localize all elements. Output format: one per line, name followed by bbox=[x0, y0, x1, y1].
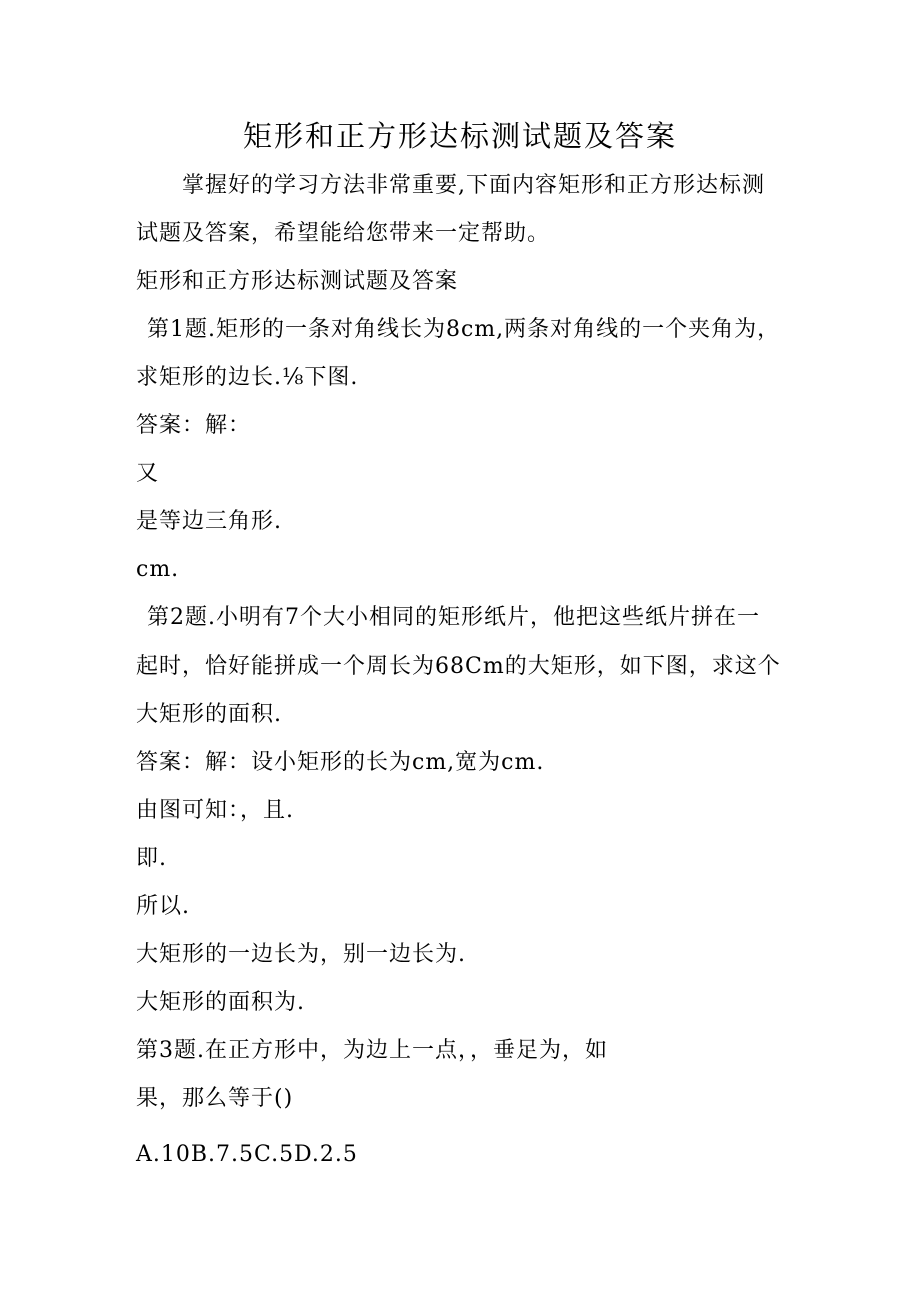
intro-line-1: 掌握好的学习方法非常重要,下面内容矩形和正方形达标测 bbox=[182, 173, 765, 198]
answer-2-line-6: 大矩形的面积为. bbox=[136, 990, 305, 1015]
answer-1-line-2: 是等边三角形. bbox=[136, 509, 282, 534]
answer-2-line-5: 大矩形的一边长为，别一边长为. bbox=[136, 942, 466, 967]
question-1-line-1: 第1题.矩形的一条对角线长为8cm,两条对角线的一个夹角为， bbox=[147, 317, 781, 342]
answer-1-line-1: 又 bbox=[136, 461, 160, 486]
question-3-options: A.10B.7.5C.5D.2.5 bbox=[136, 1142, 358, 1167]
answer-1-label: 答案：解： bbox=[136, 413, 252, 438]
question-1-line-2: 求矩形的边长.⅛下图. bbox=[136, 365, 359, 390]
section-heading: 矩形和正方形达标测试题及答案 bbox=[136, 269, 459, 294]
answer-2-line-1: 答案：解：设小矩形的长为cm,宽为cm. bbox=[136, 750, 545, 775]
question-2-line-2: 起时，恰好能拼成一个周长为68Cm的大矩形，如下图，求这个 bbox=[136, 654, 781, 679]
answer-2-line-2: 由图可知：，且. bbox=[136, 798, 294, 823]
question-2-line-3: 大矩形的面积. bbox=[136, 702, 282, 727]
answer-2-line-4: 所以. bbox=[136, 894, 190, 919]
answer-1-line-3: cm. bbox=[136, 557, 180, 582]
question-2-line-1: 第2题.小明有7个大小相同的矩形纸片，他把这些纸片拼在一 bbox=[147, 605, 760, 630]
answer-2-line-3: 即. bbox=[136, 846, 167, 871]
document-title: 矩形和正方形达标测试题及答案 bbox=[242, 119, 677, 153]
question-3-line-1: 第3题.在正方形中，为边上一点，，垂足为，如 bbox=[136, 1038, 608, 1063]
intro-line-2: 试题及答案，希望能给您带来一定帮助。 bbox=[136, 221, 551, 246]
question-3-line-2: 果，那么等于() bbox=[136, 1086, 294, 1111]
